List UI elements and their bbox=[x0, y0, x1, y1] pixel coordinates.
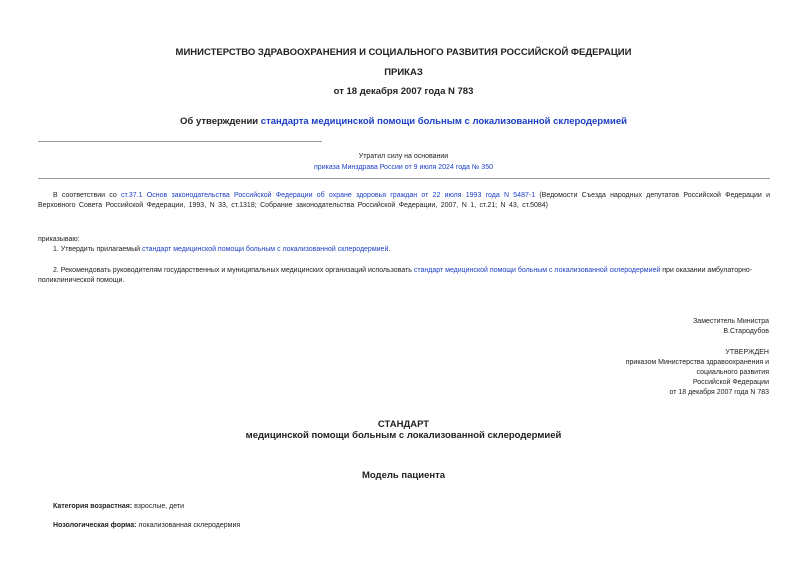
age-category bbox=[53, 502, 184, 512]
approval-line-2: приказом Министерства здравоохранения и bbox=[625, 359, 769, 366]
subject-prefix: Об утверждении bbox=[180, 116, 261, 127]
model-heading: Модель пациента bbox=[361, 470, 446, 481]
age-value: взрослые, дети bbox=[132, 503, 185, 510]
nosology-value: локализованная склеродермия bbox=[136, 522, 241, 529]
subject-link[interactable]: стандарта медицинской помощи больным с локализованной склеродермией bbox=[260, 116, 627, 127]
document-type: ПРИКАЗ bbox=[384, 67, 423, 78]
approval-line-3: социального развития bbox=[696, 369, 769, 376]
item2-standard-link[interactable]: стандарт медицинской помощи больным с локализованной склеродермией bbox=[413, 267, 661, 274]
order-item-2 bbox=[38, 266, 770, 286]
item2-prefix: 2. Рекомендовать руководителям государственных и муниципальных медицинских организаций использовать bbox=[53, 267, 414, 274]
document-date: от 18 декабря 2007 года N 783 bbox=[333, 86, 474, 97]
signature-name: В.Стародубов bbox=[723, 328, 769, 335]
status-divider-bottom bbox=[38, 178, 770, 179]
approval-line-4: Российской Федерации bbox=[692, 379, 769, 386]
item1-suffix: . bbox=[388, 246, 391, 253]
status-link[interactable]: приказа Минздрава России от 9 июля 2024 года № 350 bbox=[314, 164, 493, 171]
document-subject bbox=[0, 116, 807, 127]
signature-title: Заместитель Министра bbox=[693, 318, 769, 325]
order-item-1 bbox=[53, 245, 770, 255]
law-link[interactable]: ст.37.1 Основ законодательства Российской Федерации об охране здоровья граждан от 22 июля 1993 года N 5487-1 bbox=[121, 192, 536, 199]
nosology-form bbox=[53, 521, 240, 531]
standard-subtitle: медицинской помощи больным с локализованной склеродермией bbox=[245, 430, 562, 441]
approval-line-1: УТВЕРЖДЕН bbox=[725, 349, 769, 356]
ministry-heading: МИНИСТЕРСТВО ЗДРАВООХРАНЕНИЯ И СОЦИАЛЬНОГО РАЗВИТИЯ РОССИЙСКОЙ ФЕДЕРАЦИИ bbox=[175, 47, 632, 58]
approval-line-5: от 18 декабря 2007 года N 783 bbox=[669, 389, 769, 396]
order-word: приказываю: bbox=[38, 236, 80, 243]
nosology-label: Нозологическая форма: bbox=[53, 522, 137, 529]
item1-standard-link[interactable]: стандарт медицинской помощи больным с локализованной склеродермией bbox=[141, 246, 389, 253]
age-label: Категория возрастная: bbox=[53, 503, 133, 510]
item2-suffix: при оказании амбулаторно-поликлинической помощи. bbox=[38, 267, 753, 284]
status-text: Утратил силу на основании bbox=[358, 153, 449, 160]
preamble-suffix: (Ведомости Съезда народных депутатов Российской Федерации и Верховного Совета Российской Федерации, 1993, N 33, ст.1318; Собрание законодательства Российской Федерации, 2007, N 1, ст.21; N 43, ст.5084) bbox=[38, 192, 770, 209]
standard-title: СТАНДАРТ bbox=[377, 419, 430, 430]
preamble-prefix: В соответствии со bbox=[53, 192, 122, 199]
preamble-paragraph bbox=[38, 191, 770, 211]
item1-prefix: 1. Утвердить прилагаемый bbox=[53, 246, 142, 253]
status-divider-top bbox=[38, 141, 322, 142]
